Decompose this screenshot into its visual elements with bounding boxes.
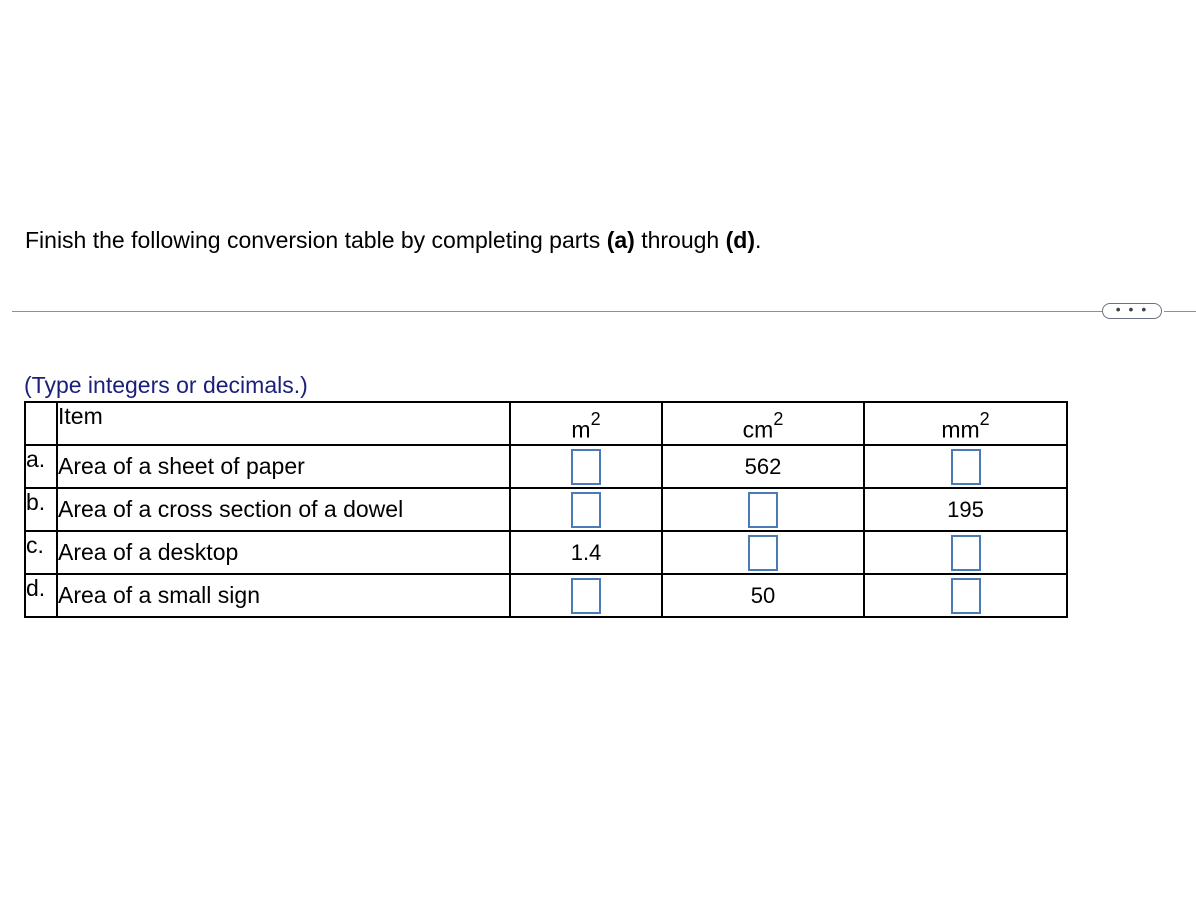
cell-d-cm2: [662, 574, 864, 617]
row-item: Area of a cross section of a dowel: [57, 488, 510, 531]
table-header-row: [25, 402, 1067, 445]
answer-input-c-cm2[interactable]: [748, 535, 778, 571]
question-part-a: (a): [606, 227, 635, 253]
header-mm2: [864, 402, 1067, 445]
answer-input-d-mm2[interactable]: [951, 578, 981, 614]
header-m2-exp: 2: [590, 409, 601, 430]
question-prefix: Finish the following conversion table by completing parts: [25, 227, 607, 253]
cell-a-mm2: [864, 445, 1067, 488]
header-m2-base: m: [571, 417, 591, 443]
table-row-d: [25, 574, 1067, 617]
cell-a-m2: [510, 445, 662, 488]
header-mm2-exp: 2: [979, 409, 990, 430]
section-divider: [12, 311, 1102, 312]
table-row-b: [25, 488, 1067, 531]
instruction-text: (Type integers or decimals.): [24, 372, 308, 398]
cell-d-m2: [510, 574, 662, 617]
cell-b-cm2: [662, 488, 864, 531]
answer-input-b-cm2[interactable]: [748, 492, 778, 528]
cell-b-mm2: [864, 488, 1067, 531]
given-value: 50: [750, 583, 776, 608]
answer-input-b-m2[interactable]: [571, 492, 601, 528]
answer-input-d-m2[interactable]: [571, 578, 601, 614]
row-item: Area of a sheet of paper: [57, 445, 510, 488]
ellipsis-icon: • • •: [1115, 301, 1149, 317]
section-divider-right: [1164, 311, 1196, 312]
cell-c-mm2: [864, 531, 1067, 574]
question-suffix: .: [755, 227, 762, 253]
row-letter: b.: [25, 488, 57, 531]
answer-input-a-m2[interactable]: [571, 449, 601, 485]
answer-input-c-mm2[interactable]: [951, 535, 981, 571]
conversion-table: [24, 401, 1068, 618]
question-part-d: (d): [725, 227, 755, 253]
header-m2: [510, 402, 662, 445]
cell-d-mm2: [864, 574, 1067, 617]
row-letter: c.: [25, 531, 57, 574]
header-mm2-base: mm: [941, 417, 980, 443]
header-letter-cell: [25, 402, 57, 445]
row-item: Area of a small sign: [57, 574, 510, 617]
given-value: 562: [744, 454, 782, 479]
answer-input-a-mm2[interactable]: [951, 449, 981, 485]
header-cm2-exp: 2: [773, 409, 784, 430]
row-letter: a.: [25, 445, 57, 488]
table-row-a: [25, 445, 1067, 488]
cell-a-cm2: [662, 445, 864, 488]
table-row-c: [25, 531, 1067, 574]
question-text: [25, 226, 761, 254]
row-letter: d.: [25, 574, 57, 617]
given-value: 1.4: [570, 540, 602, 565]
given-value: 195: [947, 497, 984, 522]
cell-b-m2: [510, 488, 662, 531]
row-item: Area of a desktop: [57, 531, 510, 574]
header-cm2: [662, 402, 864, 445]
cell-c-cm2: [662, 531, 864, 574]
question-middle: through: [634, 227, 726, 253]
cell-c-m2: [510, 531, 662, 574]
more-options-button[interactable]: [1102, 303, 1162, 319]
header-item: Item: [57, 402, 510, 445]
header-cm2-base: cm: [742, 417, 774, 443]
